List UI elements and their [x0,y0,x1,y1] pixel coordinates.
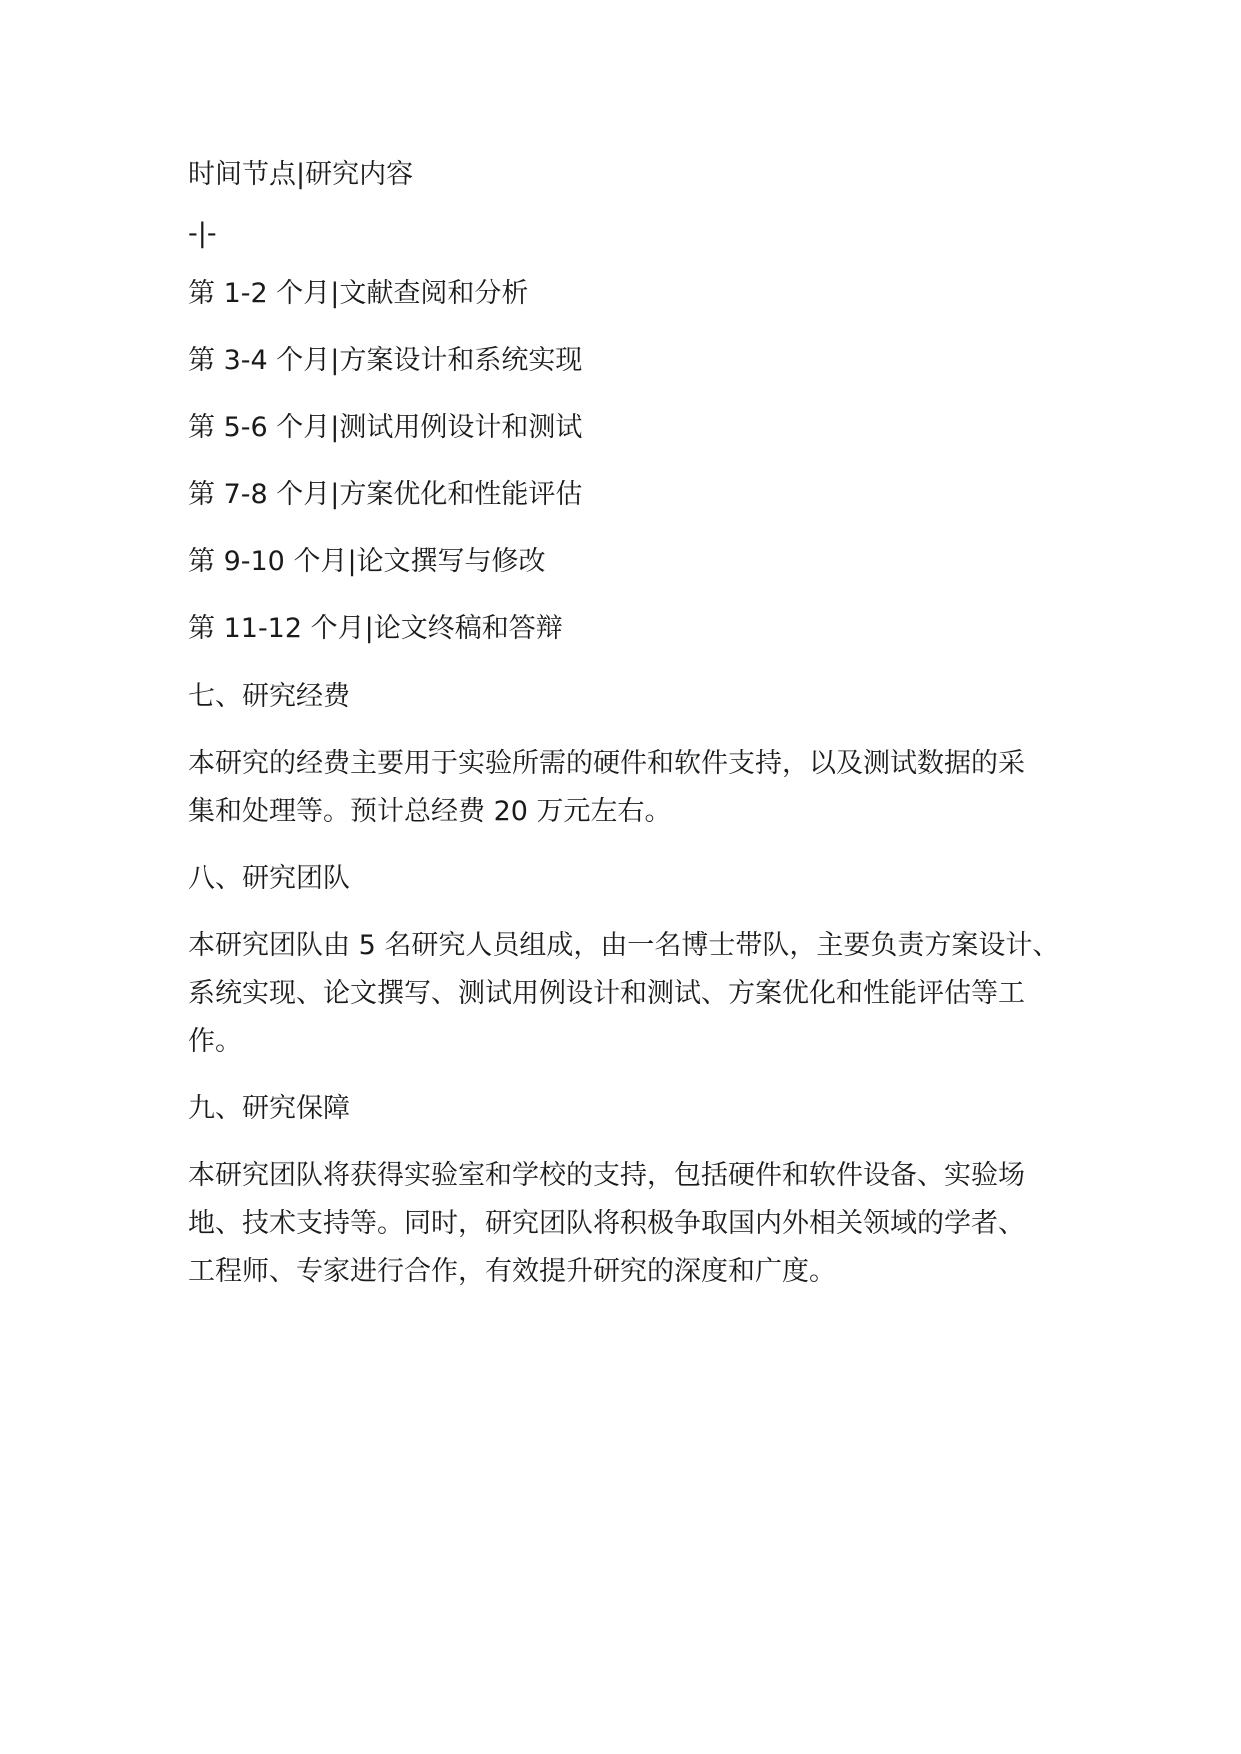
paragraph-line: 工程师、专家进行合作，有效提升研究的深度和广度。 [188,1256,836,1287]
paragraph-line: 本研究团队由 5 名研究人员组成，由一名博士带队，主要负责方案设计、 [188,930,1060,961]
timeline-row: 第 1-2 个月|文献查阅和分析 [188,278,529,309]
timeline-header: 时间节点|研究内容 [188,159,414,190]
section-heading-team: 八、研究团队 [188,863,350,894]
section-body-support [188,1152,1058,1296]
timeline-row: 第 9-10 个月|论文撰写与修改 [188,546,546,577]
section-heading-support: 九、研究保障 [188,1093,350,1124]
section-heading-funding: 七、研究经费 [188,681,350,712]
timeline-row: 第 5-6 个月|测试用例设计和测试 [188,412,583,443]
timeline-row: 第 7-8 个月|方案优化和性能评估 [188,479,583,510]
paragraph-line: 本研究团队将获得实验室和学校的支持，包括硬件和软件设备、实验场 [188,1160,1025,1191]
timeline-row: 第 11-12 个月|论文终稿和答辩 [188,613,563,644]
timeline-separator: -|- [188,218,217,249]
section-body-team [188,922,1058,1066]
paragraph-line: 系统实现、论文撰写、测试用例设计和测试、方案优化和性能评估等工 [188,978,1025,1009]
paragraph-line: 地、技术支持等。同时，研究团队将积极争取国内外相关领域的学者、 [188,1208,1025,1239]
paragraph-line: 作。 [188,1026,242,1057]
paragraph-line: 集和处理等。预计总经费 20 万元左右。 [188,796,672,827]
timeline-row: 第 3-4 个月|方案设计和系统实现 [188,345,583,376]
section-body-funding [188,740,1058,836]
paragraph-line: 本研究的经费主要用于实验所需的硬件和软件支持，以及测试数据的采 [188,748,1025,779]
